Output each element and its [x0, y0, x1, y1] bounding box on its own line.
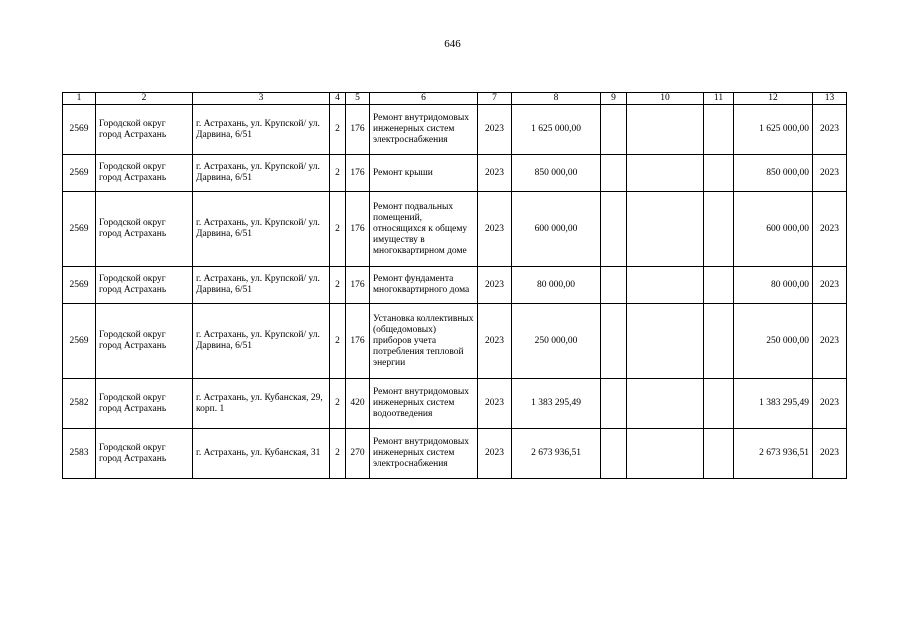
cell-year: 2023 — [478, 105, 512, 155]
cell-address: г. Астрахань, ул. Крупской/ ул. Дарвина, 6/51 — [193, 267, 330, 304]
cell-col5: 176 — [346, 304, 370, 379]
cell-col9 — [601, 155, 627, 192]
cell-row-number: 2582 — [63, 379, 96, 429]
cell-col10 — [627, 192, 704, 267]
cell-municipality: Городской округ город Астрахань — [96, 429, 193, 479]
cell-total-cost: 1 383 295,49 — [512, 379, 601, 429]
cell-funding: 1 383 295,49 — [734, 379, 813, 429]
cell-row-number: 2569 — [63, 304, 96, 379]
cell-row-number: 2569 — [63, 105, 96, 155]
cell-end-year: 2023 — [813, 267, 847, 304]
cell-year: 2023 — [478, 304, 512, 379]
column-header-11: 11 — [704, 93, 734, 105]
cell-col11 — [704, 267, 734, 304]
cell-row-number: 2569 — [63, 192, 96, 267]
column-header-3: 3 — [193, 93, 330, 105]
cell-col5: 176 — [346, 267, 370, 304]
cell-col11 — [704, 429, 734, 479]
cell-total-cost: 600 000,00 — [512, 192, 601, 267]
table-row — [63, 192, 847, 267]
cell-end-year: 2023 — [813, 429, 847, 479]
capital-repair-table — [62, 92, 847, 479]
cell-col4: 2 — [330, 192, 346, 267]
table-row — [63, 105, 847, 155]
column-header-7: 7 — [478, 93, 512, 105]
cell-total-cost: 80 000,00 — [512, 267, 601, 304]
cell-end-year: 2023 — [813, 379, 847, 429]
cell-col11 — [704, 192, 734, 267]
cell-address: г. Астрахань, ул. Кубанская, 31 — [193, 429, 330, 479]
cell-row-number: 2569 — [63, 155, 96, 192]
cell-total-cost: 1 625 000,00 — [512, 105, 601, 155]
cell-funding: 850 000,00 — [734, 155, 813, 192]
cell-col5: 176 — [346, 155, 370, 192]
cell-col4: 2 — [330, 379, 346, 429]
cell-col11 — [704, 304, 734, 379]
cell-end-year: 2023 — [813, 304, 847, 379]
column-header-6: 6 — [370, 93, 478, 105]
cell-col5: 420 — [346, 379, 370, 429]
table-row — [63, 304, 847, 379]
cell-col9 — [601, 429, 627, 479]
cell-col4: 2 — [330, 429, 346, 479]
cell-year: 2023 — [478, 429, 512, 479]
cell-funding: 600 000,00 — [734, 192, 813, 267]
cell-col4: 2 — [330, 304, 346, 379]
cell-address: г. Астрахань, ул. Крупской/ ул. Дарвина, 6/51 — [193, 105, 330, 155]
cell-col10 — [627, 155, 704, 192]
cell-municipality: Городской округ город Астрахань — [96, 192, 193, 267]
column-header-12: 12 — [734, 93, 813, 105]
cell-municipality: Городской округ город Астрахань — [96, 267, 193, 304]
cell-year: 2023 — [478, 267, 512, 304]
cell-address: г. Астрахань, ул. Кубанская, 29, корп. 1 — [193, 379, 330, 429]
cell-col5: 176 — [346, 192, 370, 267]
page-number: 646 — [444, 38, 461, 50]
table-row — [63, 379, 847, 429]
cell-year: 2023 — [478, 155, 512, 192]
cell-work-type: Ремонт крыши — [370, 155, 478, 192]
cell-col4: 2 — [330, 267, 346, 304]
cell-col10 — [627, 105, 704, 155]
cell-col11 — [704, 105, 734, 155]
column-number-header-row — [63, 93, 847, 105]
cell-row-number: 2569 — [63, 267, 96, 304]
cell-funding: 250 000,00 — [734, 304, 813, 379]
cell-address: г. Астрахань, ул. Крупской/ ул. Дарвина, 6/51 — [193, 304, 330, 379]
cell-work-type: Ремонт внутридомовых инженерных систем водоотведения — [370, 379, 478, 429]
column-header-10: 10 — [627, 93, 704, 105]
cell-work-type: Ремонт внутридомовых инженерных систем электроснабжения — [370, 429, 478, 479]
column-header-5: 5 — [346, 93, 370, 105]
cell-municipality: Городской округ город Астрахань — [96, 105, 193, 155]
cell-funding: 2 673 936,51 — [734, 429, 813, 479]
column-header-13: 13 — [813, 93, 847, 105]
cell-col11 — [704, 155, 734, 192]
column-header-2: 2 — [96, 93, 193, 105]
cell-col9 — [601, 267, 627, 304]
cell-work-type: Ремонт фундамента многоквартирного дома — [370, 267, 478, 304]
cell-col5: 270 — [346, 429, 370, 479]
cell-col5: 176 — [346, 105, 370, 155]
cell-col10 — [627, 429, 704, 479]
cell-col10 — [627, 379, 704, 429]
cell-col9 — [601, 379, 627, 429]
cell-municipality: Городской округ город Астрахань — [96, 155, 193, 192]
cell-col9 — [601, 304, 627, 379]
cell-work-type: Ремонт подвальных помещений, относящихся к общему имуществу в многоквартирном доме — [370, 192, 478, 267]
cell-end-year: 2023 — [813, 155, 847, 192]
cell-end-year: 2023 — [813, 192, 847, 267]
column-header-8: 8 — [512, 93, 601, 105]
cell-col9 — [601, 192, 627, 267]
cell-row-number: 2583 — [63, 429, 96, 479]
cell-year: 2023 — [478, 379, 512, 429]
cell-municipality: Городской округ город Астрахань — [96, 304, 193, 379]
cell-total-cost: 2 673 936,51 — [512, 429, 601, 479]
cell-col9 — [601, 105, 627, 155]
cell-address: г. Астрахань, ул. Крупской/ ул. Дарвина, 6/51 — [193, 155, 330, 192]
cell-address: г. Астрахань, ул. Крупской/ ул. Дарвина, 6/51 — [193, 192, 330, 267]
cell-total-cost: 850 000,00 — [512, 155, 601, 192]
cell-end-year: 2023 — [813, 105, 847, 155]
column-header-4: 4 — [330, 93, 346, 105]
cell-col4: 2 — [330, 105, 346, 155]
cell-col11 — [704, 379, 734, 429]
cell-col10 — [627, 304, 704, 379]
cell-funding: 80 000,00 — [734, 267, 813, 304]
cell-col10 — [627, 267, 704, 304]
table-row — [63, 155, 847, 192]
table-row — [63, 267, 847, 304]
cell-total-cost: 250 000,00 — [512, 304, 601, 379]
column-header-1: 1 — [63, 93, 96, 105]
cell-year: 2023 — [478, 192, 512, 267]
cell-col4: 2 — [330, 155, 346, 192]
cell-work-type: Ремонт внутридомовых инженерных систем электроснабжения — [370, 105, 478, 155]
table-row — [63, 429, 847, 479]
cell-municipality: Городской округ город Астрахань — [96, 379, 193, 429]
cell-work-type: Установка коллективных (общедомовых) приборов учета потребления тепловой энергии — [370, 304, 478, 379]
column-header-9: 9 — [601, 93, 627, 105]
cell-funding: 1 625 000,00 — [734, 105, 813, 155]
